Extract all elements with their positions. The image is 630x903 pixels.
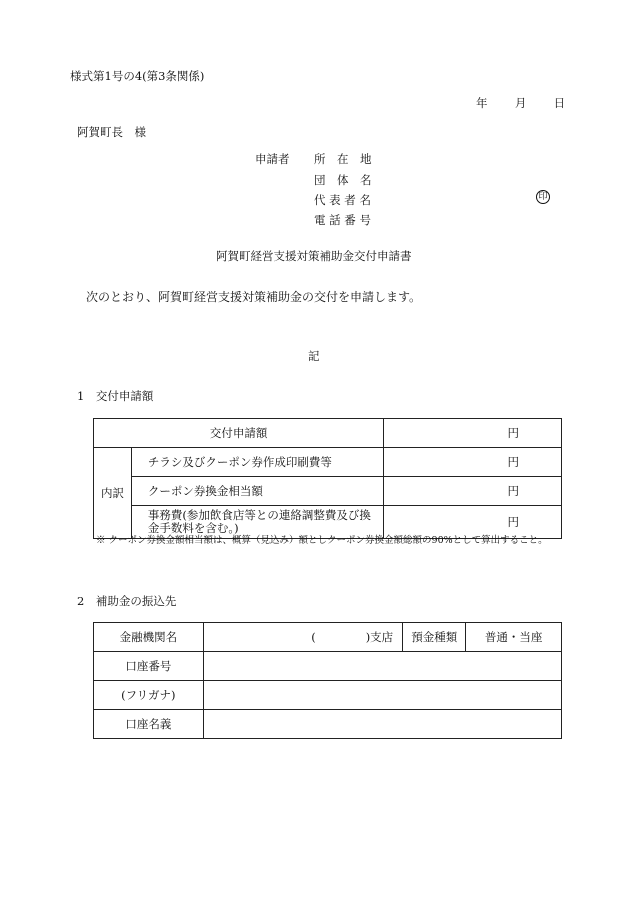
- section2-heading: 2 補助金の振込先: [77, 594, 177, 608]
- row-printing-label: チラシ及びクーポン券作成印刷費等: [131, 448, 383, 477]
- applicant-label: 申請者: [255, 152, 290, 166]
- bank-name-label: 金融機関名: [94, 623, 204, 652]
- application-amount-table: [93, 418, 562, 539]
- table-row: [94, 681, 562, 710]
- table-row: [94, 623, 562, 652]
- branch-label: )支店: [365, 630, 394, 644]
- row-admin-amount[interactable]: 円: [384, 506, 562, 539]
- table-row: [94, 710, 562, 739]
- address-label: 所 在 地: [314, 152, 372, 166]
- section1-heading: 1 交付申請額: [77, 389, 154, 403]
- form-number: 様式第1号の4(第3条関係): [70, 69, 205, 83]
- total-label-cell: 交付申請額: [94, 419, 384, 448]
- bank-name-field[interactable]: [203, 623, 403, 652]
- account-number-field[interactable]: [203, 652, 561, 681]
- table-row: [94, 652, 562, 681]
- account-name-field[interactable]: [203, 710, 561, 739]
- total-amount-cell[interactable]: 円: [384, 419, 562, 448]
- representative-label: 代 表 者 名: [314, 193, 371, 207]
- document-title: 阿賀町経営支援対策補助金交付申請書: [216, 249, 412, 263]
- org-name-label: 団 体 名: [314, 173, 372, 187]
- furigana-label: (フリガナ): [94, 681, 204, 710]
- account-number-label: 口座番号: [94, 652, 204, 681]
- date-day: 日: [553, 96, 566, 110]
- phone-label: 電 話 番 号: [314, 213, 371, 227]
- row-coupon-amount[interactable]: 円: [384, 477, 562, 506]
- table-row: [94, 506, 562, 539]
- date-year: 年: [476, 96, 488, 110]
- row-coupon-label: クーポン券換金相当額: [131, 477, 383, 506]
- branch-paren-open: (: [311, 630, 316, 644]
- ki-heading: 記: [308, 349, 320, 363]
- body-text: 次のとおり、阿賀町経営支援対策補助金の交付を申請します。: [86, 290, 422, 304]
- row-printing-amount[interactable]: 円: [384, 448, 562, 477]
- date-month: 月: [514, 96, 527, 110]
- table-row: [94, 448, 562, 477]
- addressee: 阿賀町長 様: [77, 125, 146, 139]
- bank-transfer-table: [93, 622, 562, 739]
- deposit-type-value[interactable]: 普通・当座: [466, 623, 562, 652]
- seal-mark: 印: [536, 190, 550, 204]
- breakdown-label-cell: 内訳: [94, 448, 132, 539]
- note-text: ※ クーポン券換金額相当額は、概算（見込み）額としクーポン券換金額総額の90%として算出すること。: [96, 535, 548, 546]
- table-row: [94, 419, 562, 448]
- table-row: [94, 477, 562, 506]
- row-admin-label: 事務費(参加飲食店等との連絡調整費及び換金手数料を含む。): [131, 506, 383, 539]
- date-line: [476, 95, 565, 111]
- furigana-field[interactable]: [203, 681, 561, 710]
- deposit-type-label: 預金種類: [403, 623, 466, 652]
- account-name-label: 口座名義: [94, 710, 204, 739]
